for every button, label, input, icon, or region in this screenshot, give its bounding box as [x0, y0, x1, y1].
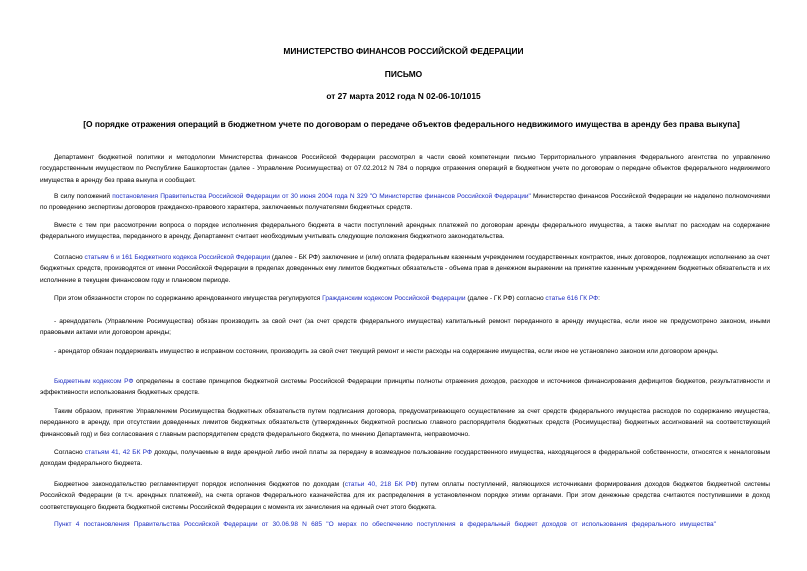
paragraph-5-text-c: :: [598, 295, 600, 302]
paragraph-11-text-a: Бюджетное законодательство регламентирует порядок исполнения бюджетов по доходам (: [54, 481, 345, 488]
paragraph-5-text-b: (далее - ГК РФ) согласно: [465, 295, 546, 302]
paragraph-4: [40, 252, 770, 286]
paragraph-7: - арендатор обязан поддерживать имущество в исправном состоянии, производить за свой счет текущий ремонт и нести расходы на содержание имущества, если иное не установлено законом или договором аренды.: [54, 348, 719, 355]
paragraph-4-text-b: (далее - БК РФ) заключение и (или) оплата федеральным казенным учреждением государственных контрактов, иных договоров, подлежащих исполнению за счет бюджетных средств, производятся от имени Российской Федерации в пределах доведенных ему лимитов бюджетных обязательств - объема прав в денежном выражении на принятие казенным учреждением бюджетных обязательств и их исполнение в текущем финансовом году и плановом периоде.: [40, 254, 770, 284]
ministry-heading: МИНИСТЕРСТВО ФИНАНСОВ РОССИЙСКОЙ ФЕДЕРАЦИИ: [283, 46, 524, 56]
paragraph-8-text-b: определены в составе принципов бюджетной системы Российской Федерации принципы полноты отражения доходов, расходов и источников финансирования дефицитов бюджетов, результативности и эффективности использования бюджетных средств.: [40, 378, 770, 397]
paragraph-3: Вместе с тем при рассмотрении вопроса о порядке исполнения федерального бюджета в части поступлений арендных платежей по договорам аренды федерального имущества, а также выплат по расходам на содержание федерального имущества, переданного в аренду, Департамент считает необходимым учитывать следующие положения бюджетного законодательства.: [40, 222, 770, 241]
paragraph-11: [40, 479, 770, 513]
paragraph-6: - арендодатель (Управление Росимущества) обязан производить за свой счет (за счет средств федерального имущества) капитальный ремонт переданного в аренду имущества, если иное не предусмотрено законом, иными правовыми актами или договором аренды;: [40, 318, 770, 337]
paragraph-10: [40, 447, 770, 470]
paragraph-10-text-b: доходы, получаемые в виде арендной либо иной платы за передачу в возмездное пользование государственного имущества, находящегося в федеральной собственности, относятся к неналоговым доходам федерального бюджета.: [40, 449, 770, 468]
paragraph-8: [40, 376, 770, 399]
paragraph-9: Таким образом, принятие Управлением Росимущества бюджетных обязательств путем подписания договора, предусматривающего осуществление за счет средств федерального имущества расходов по содержанию имущества, переданного в аренду, при отсутствии доведенных лимитов бюджетных обязательств (утвержденных бюджетной росписью главного распорядителя бюджетных средств (Росимущества) бюджетных ассигнований на соответствующий финансовый год) и без согласования с главным распорядителем средств федерального бюджета, по мнению Департамента, неправомочно.: [40, 408, 770, 438]
paragraph-4-text-a: Согласно: [54, 254, 85, 261]
paragraph-2-text-b: Министерство финансов Российской Федерации не наделено полномочиями по проведению экспертизы договоров гражданско-правового характера, заключаемых получателями бюджетных средств.: [40, 193, 770, 212]
link-civil-code[interactable]: Гражданским кодексом Российской Федерации: [322, 295, 466, 302]
paragraph-2: [40, 191, 770, 214]
paragraph-2-text-a: В силу положений: [54, 193, 113, 200]
link-resolution-329[interactable]: постановления Правительства Российской Федерации от 30 июня 2004 года N 329 "О Министерстве финансов Российской Федерации": [112, 193, 531, 200]
document-type: ПИСЬМО: [384, 69, 423, 79]
paragraph-12: [40, 519, 770, 530]
paragraph-5: [40, 293, 770, 304]
link-budget-code[interactable]: Бюджетным кодексом РФ: [54, 378, 134, 385]
link-budget-code-articles-41-42[interactable]: статьям 41, 42 БК РФ: [84, 449, 152, 456]
link-resolution-685[interactable]: Пункт 4 постановления Правительства Российской Федерации от 30.06.98 N 685 "О мерах по обеспечению поступления в федеральный бюджет доходов от использования федерального имущества": [54, 521, 716, 528]
link-budget-code-articles-6-161[interactable]: статьям 6 и 161 Бюджетного кодекса Российской Федерации: [84, 254, 271, 261]
document-date-number: от 27 марта 2012 года N 02-06-10/1015: [326, 91, 481, 101]
link-budget-code-articles-40-218[interactable]: статьи 40, 218 БК РФ: [344, 481, 416, 488]
document-subject: [О порядке отражения операций в бюджетном учете по договорам о передаче объектов федерального недвижимого имущества в аренду без права выкупа]: [83, 119, 740, 129]
paragraph-5-text-a: При этом обязанности сторон по содержанию арендованного имущества регулируются: [54, 295, 323, 302]
paragraph-1: Департамент бюджетной политики и методологии Министерства финансов Российской Федерации рассмотрел в части своей компетенции письмо Территориального управления Федерального агентства по управлению государственным имуществом по Республике Башкортостан (далее - Управление Росимущества) от 07.02.2012 N 784 о порядке отражения операций в бюджетном учете по договорам о передаче объектов федерального недвижимого имущества в аренду без права выкупа и сообщает.: [40, 154, 770, 184]
paragraph-10-text-a: Согласно: [54, 449, 85, 456]
paragraph-11-text-b: ) путем оплаты поступлений, являющихся источниками формирования доходов бюджетов бюджетной системы Российской Федерации (в т.ч. арендных платежей), на счета органов Федерального казначейства для их распределения в установленном порядке этими органами. При этом денежные средства считаются поступившими в доход соответствующего бюджета бюджетной системы Российской Федерации с момента их зачисления на единый счет этого бюджета.: [40, 481, 770, 511]
link-civil-code-article-616[interactable]: статье 616 ГК РФ: [545, 295, 599, 302]
